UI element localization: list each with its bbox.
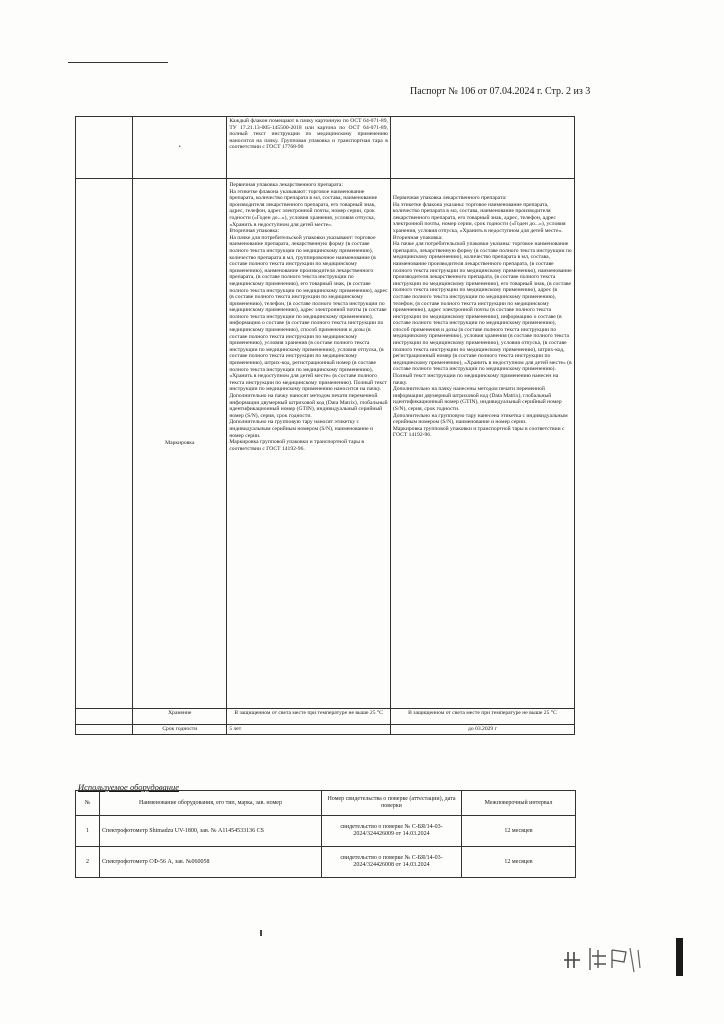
interval: 12 месяцев xyxy=(462,816,576,847)
equipment-name: Спектрофотометр Shimadzu UV-1800, зав. № A11454533136 CS xyxy=(100,816,322,847)
certificate: свидетельство о поверке № С-БЯ/14-03-2024/324426008 от 14.03.2024 xyxy=(322,847,462,878)
interval: 12 месяцев xyxy=(462,847,576,878)
table-row xyxy=(76,816,576,847)
marking-label: Маркировка xyxy=(133,179,227,709)
table-row xyxy=(76,847,576,878)
equipment-table xyxy=(75,790,576,878)
scan-bar xyxy=(676,938,683,976)
marking-requirement: Первичная упаковка лекарственного препарата: На этикетке флакона указывают: торговое наименование препарата, количество препарата в мл, состава, наименование производителя лекарственного препарата, его товарный знак, адрес, телефон, адрес электронной почты, номер серии, срок годности («Годен до...»), условия хранения, условия отпуска, «Хранить в недоступном для детей месте». Вторичная упаковка: На пачке для потребительской упаковки указывают: торговое наименование препарата, лекарственную форму (в составе полного текста инструкции по медицинскому применению), количество препарата в мл, группировочное наименование (в составе полного текста инструкции по медицинскому применению), наименование производителя лекарственного препарата, (в составе полного текста инструкции по медицинскому применению), его товарный знак, (в составе полного текста инструкции по медицинскому применению), адрес (в составе полного текста инструкции по медицинскому применению), телефон, (в составе полного текста инструкции по медицинскому применению), адрес электронной почты (в составе полного текста инструкции по медицинскому применению), информацию о составе (в составе полного текста инструкции по медицинскому применению), способ применения и дозы (в составе полного текста инструкции по медицинскому применению), условия хранения (в составе полного текста инструкции по медицинскому применению), условия отпуска, (в составе полного текста инструкции по медицинскому применению), штрих-код, регистрационный номер (в составе полного текста инструкции по медицинскому применению), «Хранить в недоступном для детей месте» (в составе полного текста инструкции по медицинскому применению). Полный текст инструкции по медицинскому применению наносится на пачку. Дополнительно на пачку наносят методом печати переменной информации двумерный штриховой код (Data Matrix), глобальный идентификационный номер (GTIN), индивидуальный серийный номер (S/N), серия, срок годности. Дополнительно на групповую тару наносят этикетку с индивидуальным серийным номером (S/N), наименование и номер серии. Маркировка групповой упаковки и транспортной тары в соответствии с ГОСТ 14192-96. xyxy=(227,179,391,709)
shelf-life-label: Срок годности xyxy=(133,725,227,735)
col-header-interval: Межповерочный интервал xyxy=(462,791,576,816)
passport-header: Паспорт № 106 от 07.04.2024 г. Стр. 2 из 3 xyxy=(410,86,591,97)
storage-result: В защищенном от света месте при температуре не выше 25 °С xyxy=(390,709,574,725)
top-rule xyxy=(68,62,168,63)
packing-requirement: Каждый флакон помещают в пачку картонную по ОСТ 64-071-89, ТУ 17.21.13-005-145500-2018 или картона по ОСТ 64-071-89, полный текст инструкции по медицинскому применению наносится на пачку. Групповая упаковка и транспортная тара в соответствии с ГОСТ 17768-90 xyxy=(227,117,391,179)
spec-table xyxy=(75,116,575,735)
marking-result: Первичная упаковка лекарственного препарата: На этикетке флакона указаны: торговое наименование препарата, количество препарата в мл, состава, наименование производителя лекарственного препарата, его товарный знак, адрес, телефон, адрес электронной почты, номер серии, срок годности («Годен до...»), условия хранения, условия отпуска, «Хранить в недоступном для детей месте». Вторичная упаковка: На пачке для потребительской упаковки указаны: торговое наименование препарата, лекарственную форму (в составе полного текста инструкции по медицинскому применению), количество препарата в мл, состава, наименование производителя лекарственного препарата, (в составе полного текста инструкции по медицинскому применению), наименование производителя лекарственного препарата, (в составе полного текста инструкции по медицинскому применению), его товарный знак, (в составе полного текста инструкции по медицинскому применению), адрес (в составе полного текста инструкции по медицинскому применению), телефон, (в составе полного текста инструкции по медицинскому применению), адрес электронной почты (в составе полного текста инструкции по медицинскому применению), информацию о составе (в составе полного текста инструкции по медицинскому применению), способ применения и дозы (в составе полного текста инструкции по медицинскому применению), условия хранения (в составе полного текста инструкции по медицинскому применению), условия отпуска, (в составе полного текста инструкции по медицинскому применению), штрих-код, регистрационный номер (в составе полного текста инструкции по медицинскому применению), «Хранить в недоступном для детей месте» (в составе полного текста инструкции по медицинскому применению). Полный текст инструкции по медицинскому применению нанесен на пачку. Дополнительно на пачку нанесены методом печати переменной информации двумерный штриховой код (Data Matrix), глобальный идентификационный номер (GTIN), индивидуальный серийный номер (S/N), серия, срок годности. Дополнительно на групповую тару нанесена этикетка с индивидуальным серийным номером (S/N), наименование и номер серии. Маркировка групповой упаковки и транспортной тары в соответствии с ГОСТ 14192-96. xyxy=(390,179,574,709)
storage-requirement: В защищенном от света месте при температуре не выше 25 °С xyxy=(227,709,391,725)
equipment-title: Используемое оборудование xyxy=(78,782,180,792)
table-row xyxy=(76,117,575,179)
scan-mark xyxy=(260,930,262,936)
certificate: свидетельство о поверке № С-БЯ/14-03-2024/324426009 от 14.03.2024 xyxy=(322,816,462,847)
initials-stamp-icon xyxy=(560,938,650,978)
shelf-life-requirement: 5 лет xyxy=(227,725,391,735)
storage-label: Хранение xyxy=(133,709,227,725)
row-number: 1 xyxy=(76,816,100,847)
row-number: 2 xyxy=(76,847,100,878)
col-header-certificate: Номер свидетельства о поверке (аттестации), дата поверки xyxy=(322,791,462,816)
equipment-name: Спектрофотометр СФ-56 А, зав. №060058 xyxy=(100,847,322,878)
equipment-header-row xyxy=(76,791,576,816)
col-header-equipment: Наименование оборудования, его тип, марка, зав. номер xyxy=(100,791,322,816)
table-row xyxy=(76,725,575,735)
table-row xyxy=(76,179,575,709)
col-header-number: № xyxy=(76,791,100,816)
table-row xyxy=(76,709,575,725)
shelf-life-result: до 03.2029 г xyxy=(390,725,574,735)
bullet-mark: • xyxy=(133,117,227,179)
